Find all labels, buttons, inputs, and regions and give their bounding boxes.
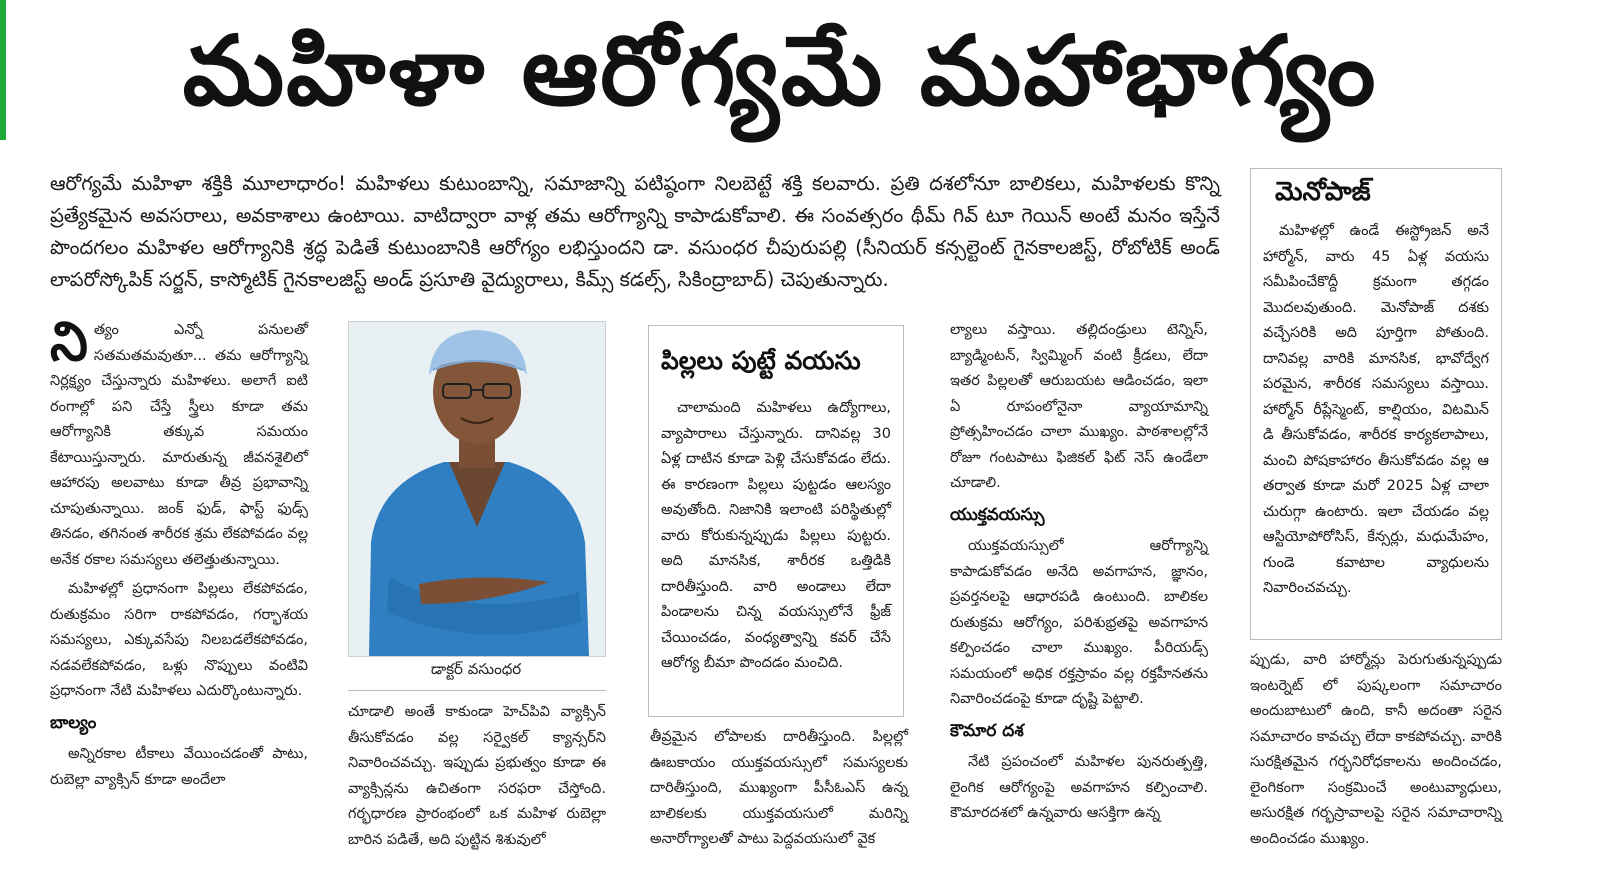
section-heading-teen-stage: కౌమార దశ bbox=[950, 720, 1024, 741]
box-paragraph: మహిళల్లో ఉండే ఈస్ట్రోజన్ అనే హార్మోన్, వారు 45 ఏళ్ల వయసు సమీపించేకొద్దీ క్రమంగా తగ్గడం మొదలవుతుంది. మెనోపాజ్ దశకు వచ్చేసరికి అది పూర్తిగా పోతుంది. దానివల్ల వారికి మానసిక, భావోద్వేగ పరమైన, శారీరక సమస్యలు వస్తాయి. హార్మోన్ రీప్లేస్మెంట్, కాల్షియం, విటమిన్ డి తీసుకోవడం, శారీరక కార్యకలాపాలు, మంచి పోషకాహారం తీసుకోవడం వల్ల ఆ తర్వాత కూడా మరో 2025 ఏళ్ల చాలా చురుగ్గా ఉంటారు. ఇలా చేయడం వల్ల ఆస్టియోపోరోసిస్, కేన్సర్లు, మధుమేహం, గుండె కవాటాల వ్యాధులను నివారించవచ్చు. bbox=[1263, 223, 1489, 596]
opening-paragraph: నిత్యం ఎన్నో పనులతో సతమతమవుతూ... తమ ఆరోగ్యాన్ని నిర్లక్ష్యం చేస్తున్నారు మహిళలు. అలాగే ఐటి రంగాల్లో పని చేస్తే స్త్రీలు కూడా తమ ఆరోగ్యానికి తక్కువ సమయం కేటాయిస్తున్నారు. మారుతున్న జీవనశైలిలో ఆహారపు అలవాటు కూడా తీవ్ర ప్రభావాన్ని చూపుతున్నాయి. జంక్ ఫుడ్, ఫాస్ట్ ఫుడ్స్ తినడం, తగినంత శారీరక శ్రమ లేకపోవడం వల్ల అనేక రకాల సమస్యలు తలెత్తుతున్నాయి. bbox=[50, 310, 308, 568]
section-heading-childhood: బాల్యం bbox=[50, 712, 97, 733]
sidebar-box-children-age bbox=[648, 325, 904, 717]
drop-cap: ని bbox=[50, 310, 88, 373]
paragraph: మహిళల్లో ప్రధానంగా పిల్లలు లేకపోవడం, రుతుక్రమం సరిగా రాకపోవడం, గర్భాశయ సమస్యలు, ఎక్కువసేపు నిలబడలేకపోవడం, నడవలేకపోవడం, ఒళ్లు నొప్పులు వంటివి ప్రధానంగా నేటి మహిళలు ఎదుర్కొంటున్నారు. bbox=[50, 581, 308, 699]
box-paragraph: చాలామంది మహిళలు ఉద్యోగాలు, వ్యాపారాలు చేస్తున్నారు. దానివల్ల 30 ఏళ్ల దాటిన కూడా పెళ్లి చేసుకోవడం లేదు. ఈ కారణంగా పిల్లలు పుట్టడం ఆలస్యం అవుతోంది. నిజానికి ఇలాంటి పరిస్థితుల్లో వారు కోరుకున్నప్పుడు పిల్లలు పుట్టరు. అది మానసిక, శారీరక ఒత్తిడికి దారితీస్తుంది. వారి అండాలు లేదా పిండాలను చిన్న వయస్సులోనే ఫ్రీజ్ చేయించడం, వంధ్యత్వాన్ని కవర్ చేసే ఆరోగ్య బీమా పొందడం మంచిది. bbox=[661, 400, 891, 671]
box-title: మెనోపాజ్ bbox=[1275, 177, 1371, 207]
column-2 bbox=[348, 700, 606, 857]
article-headline: మహిళా ఆరోగ్యమే మహాభాగ్యం bbox=[182, 15, 1378, 127]
paragraph: ప్పుడు, వారి హార్మోన్లు పెరుగుతున్నప్పుడు ఇంటర్నెట్ లో పుష్కలంగా సమాచారం అందుబాటులో ఉంది, కానీ అదంతా సరైన సమాచారం కావచ్చు లేదా కాకపోవచ్చు. వారికి సురక్షితమైన గర్భనిరోధకాలను అందించడం, లైంగికంగా సంక్రమించే అంటువ్యాధులు, అసురక్షిత గర్భస్రావాలపై సరైన సమాచారాన్ని అందించడం ముఖ్యం. bbox=[1250, 652, 1502, 847]
column-3 bbox=[650, 725, 908, 857]
column-5 bbox=[1250, 648, 1502, 856]
paragraph: నేటి ప్రపంచంలో మహిళల పునరుత్పత్తి, లైంగిక ఆరోగ్యంపై అవగాహన కల్పించాలి. కౌమారదశలో ఉన్నవారు ఆసక్తిగా ఉన్న bbox=[950, 754, 1208, 821]
paragraph: చూడాలి అంతే కాకుండా హెచ్‌పివి వ్యాక్సిన్ తీసుకోవడం వల్ల సర్వైకల్ క్యాన్సర్‌ని నివారించవచ్చు. ఇప్పుడు ప్రభుత్వం కూడా ఈ వ్యాక్సిన్లను ఉచితంగా సరఫరా చేస్తోంది. గర్భధారణ ప్రారంభంలో ఒక మహిళ రుబెల్లా బారిన పడితే, అది పుట్టిన శిశువులో bbox=[348, 704, 606, 848]
column-4 bbox=[950, 318, 1208, 831]
paragraph: అన్నిరకాల టీకాలు వేయించడంతో పాటు, రుబెల్లా వ్యాక్సిన్ కూడా అందేలా bbox=[50, 746, 308, 788]
divider bbox=[348, 690, 606, 691]
sidebar-box-menopause bbox=[1250, 168, 1502, 640]
article-intro: ఆరోగ్యమే మహిళా శక్తికి మూలాధారం! మహిళలు కుటుంబాన్ని, సమాజాన్ని పటిష్ఠంగా నిలబెట్టే శక్తి కలవారు. ప్రతి దశలోనూ బాలికలు, మహిళలకు కొన్ని ప్రత్యేకమైన అవసరాలు, అవకాశాలు ఉంటాయి. వాటిద్వారా వాళ్ల తమ ఆరోగ్యాన్ని కాపాడుకోవాలి. ఈ సంవత్సరం థీమ్ గివ్ టూ గెయిన్ అంటే మనం ఇస్తేనే పొందగలం మహిళల ఆరోగ్యానికి శ్రద్ధ పెడితే కుటుంబానికి ఆరోగ్యం లభిస్తుందని డా. వసుంధర చీపురుపల్లి (సీనియర్ కన్సల్టెంట్ గైనకాలజిస్ట్, రోబోటిక్ అండ్ లాపరోస్కోపిక్ సర్జన్, కాస్మోటిక్ గైనకాలజిస్ట్ అండ్ ప్రసూతి వైద్యురాలు, కిమ్స్ కడల్స్, సికింద్రాబాద్) చెపుతున్నారు. bbox=[50, 172, 1220, 291]
photo-caption: డాక్టర్ వసుంధర bbox=[430, 660, 522, 678]
section-heading-adolescence: యుక్తవయస్సు bbox=[950, 504, 1045, 525]
paragraph: ల్యాలు వస్తాయి. తల్లిదండ్రులు టెన్నిస్, బ్యాడ్మింటన్, స్విమ్మింగ్ వంటి క్రీడలు, లేదా ఇతర పిల్లలతో ఆరుబయట ఆడించడం, ఇలా ఏ రూపంలోనైనా వ్యాయామాన్ని ప్రోత్సహించడం చాలా ముఖ్యం. పాఠశాలల్లోనే రోజూ గంటపాటు ఫిజికల్ ఫిట్ నెస్ ఉండేలా చూడాలి. bbox=[950, 322, 1208, 491]
doctor-photo bbox=[348, 321, 606, 657]
column-1 bbox=[50, 310, 308, 797]
paragraph: యుక్తవయస్సులో ఆరోగ్యాన్ని కాపాడుకోవడం అనేది అవగాహన, జ్ఞానం, ప్రవర్తనలపై ఆధారపడి ఉంటుంది. బాలికల రుతుక్రమ ఆరోగ్యం, పరిశుభ్రతపై అవగాహన కల్పించడం చాలా ముఖ్యం. పీరియడ్స్ సమయంలో అధిక రక్తస్రావం వల్ల రక్తహీనతను నివారించడంపై కూడా దృష్టి పెట్టాలి. bbox=[950, 538, 1208, 707]
box-title: పిల్లలు పుట్టే వయసు bbox=[661, 346, 861, 375]
paragraph: తీవ్రమైన లోపాలకు దారితీస్తుంది. పిల్లల్లో ఊబకాయం యుక్తవయస్సులో సమస్యలకు దారితీస్తుంది, ముఖ్యంగా పీసీఓఎస్ ఉన్న బాలికలకు యుక్తవయసులో మరిన్ని అనారోగ్యాలతో పాటు పెద్దవయసులో వైక bbox=[650, 729, 908, 847]
